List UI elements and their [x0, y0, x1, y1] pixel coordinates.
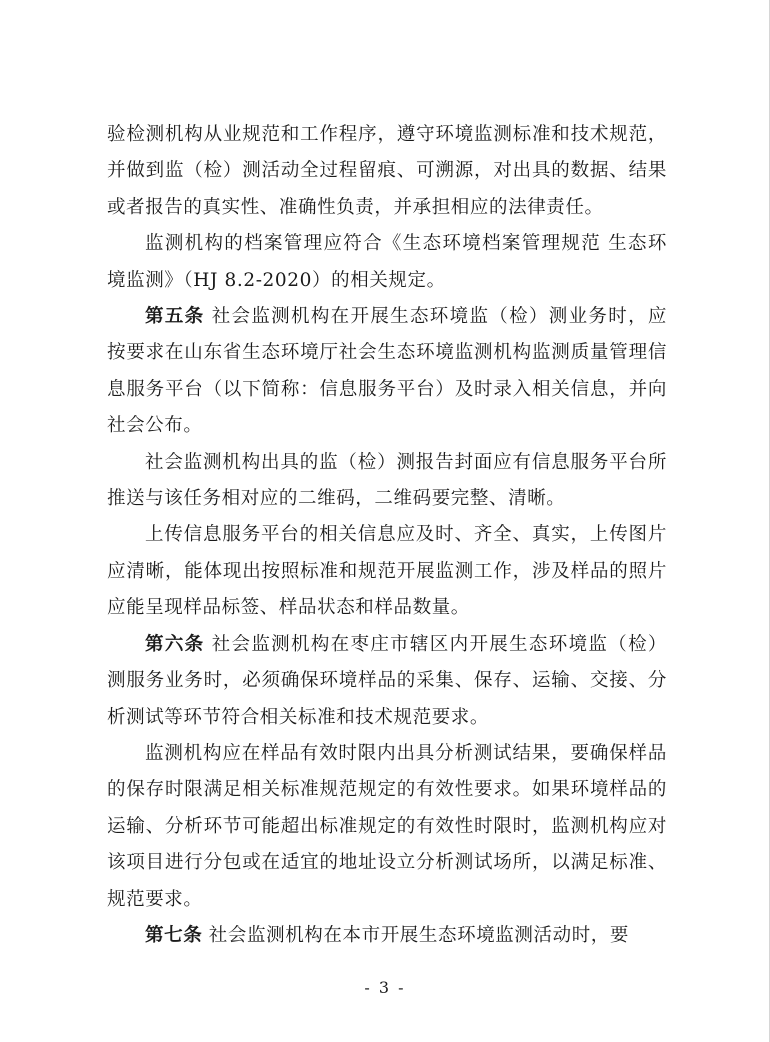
- paragraph-continuation: [107, 117, 667, 226]
- paragraph-text: 监测机构应在样品有效时限内出具分析测试结果，要确保样品的保存时限满足相关标准规范规定的有效性要求。如果环境样品的运输、分析环节可能超出标准规定的有效性时限时，监测机构应对该项目进行分包或在适宜的地址设立分析测试场所，以满足标准、规范要求。: [107, 742, 667, 910]
- paragraph-text: 上传信息服务平台的相关信息应及时、齐全、真实，上传图片应清晰，能体现出按照标准和规范开展监测工作，涉及样品的照片应能呈现样品标签、样品状态和样品数量。: [107, 524, 667, 619]
- paragraph-qr-code: [107, 445, 667, 518]
- paragraph-text: 社会监测机构在开展生态环境监（检）测业务时，应按要求在山东省生态环境厅社会生态环境监测机构监测质量管理信息服务平台（以下简称：信息服务平台）及时录入相关信息，并向社会公布。: [107, 306, 667, 437]
- article-number: 第六条: [145, 633, 205, 655]
- article-6: [107, 627, 667, 736]
- paragraph-sample-time-limit: [107, 736, 667, 918]
- paragraph-text: 社会监测机构在枣庄市辖区内开展生态环境监（检）测服务业务时，必须确保环境样品的采集、保存、运输、交接、分析测试等环节符合相关标准和技术规范要求。: [107, 633, 667, 728]
- paragraph-text: 社会监测机构出具的监（检）测报告封面应有信息服务平台所推送与该任务相对应的二维码，二维码要完整、清晰。: [107, 451, 667, 510]
- article-number: 第七条: [145, 924, 203, 946]
- paragraph-text: 社会监测机构在本市开展生态环境监测活动时，要: [208, 924, 629, 946]
- paragraph-text: 监测机构的档案管理应符合《生态环境档案管理规范 生态环境监测》（HJ 8.2-2020）的相关规定。: [107, 233, 667, 291]
- document-body: [107, 117, 667, 954]
- paragraph-upload-info: [107, 517, 667, 626]
- article-7: [107, 918, 667, 954]
- article-5: [107, 299, 667, 445]
- article-number: 第五条: [145, 306, 205, 328]
- paragraph-archive-rule: [107, 226, 667, 299]
- paragraph-text: 验检测机构从业规范和工作程序，遵守环境监测标准和技术规范，并做到监（检）测活动全过程留痕、可溯源，对出具的数据、结果或者报告的真实性、准确性负责，并承担相应的法律责任。: [107, 124, 667, 218]
- page-number: - 3 -: [364, 978, 406, 997]
